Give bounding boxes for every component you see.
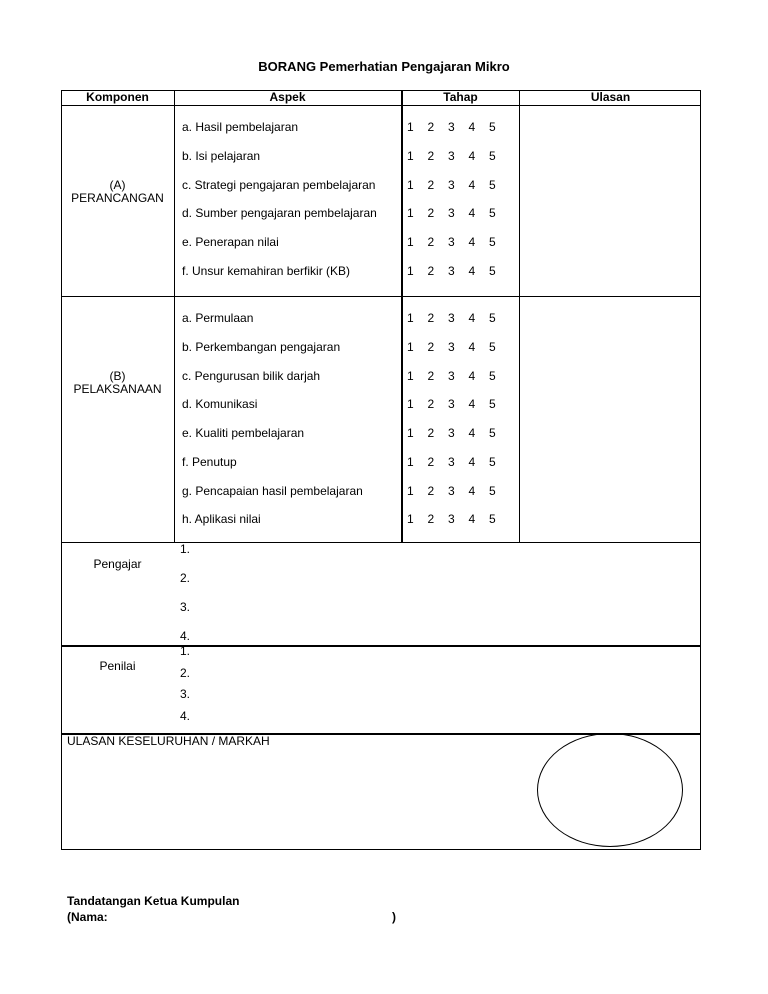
rating-2[interactable]: 2: [427, 311, 435, 325]
rating-3[interactable]: 3: [448, 206, 455, 220]
rating-2[interactable]: 2: [427, 397, 435, 411]
rule-a-b: [61, 296, 701, 297]
rating-1[interactable]: 1: [407, 340, 414, 354]
rating-scale[interactable]: [407, 512, 510, 526]
rating-scale[interactable]: [407, 311, 510, 325]
header-aspek: Aspek: [269, 90, 306, 104]
rating-2[interactable]: 2: [427, 340, 435, 354]
rating-2[interactable]: 2: [427, 484, 435, 498]
header-ulasan: Ulasan: [590, 90, 631, 104]
nama-label: (Nama:: [67, 910, 108, 924]
rating-4[interactable]: 4: [468, 235, 476, 249]
rating-3[interactable]: 3: [448, 455, 455, 469]
rating-5[interactable]: 5: [489, 512, 496, 526]
rating-1[interactable]: 1: [407, 264, 414, 278]
rating-3[interactable]: 3: [448, 235, 455, 249]
rating-1[interactable]: 1: [407, 178, 414, 192]
penilai-line[interactable]: 4.: [180, 709, 191, 723]
rating-4[interactable]: 4: [468, 178, 476, 192]
aspect-a-item: b. Isi pelajaran: [182, 149, 261, 163]
rating-5[interactable]: 5: [489, 340, 496, 354]
rating-scale[interactable]: [407, 455, 510, 469]
rating-3[interactable]: 3: [448, 264, 455, 278]
pengajar-line[interactable]: 3.: [180, 600, 191, 614]
rating-1[interactable]: 1: [407, 206, 414, 220]
form-title: BORANG Pemerhatian Pengajaran Mikro: [258, 59, 510, 74]
rating-2[interactable]: 2: [427, 149, 435, 163]
rating-5[interactable]: 5: [489, 149, 496, 163]
rule-header: [61, 105, 701, 106]
rating-4[interactable]: 4: [468, 206, 476, 220]
aspect-a-item: d. Sumber pengajaran pembelajaran: [182, 206, 377, 220]
aspect-a-item: f. Unsur kemahiran berfikir (KB): [182, 264, 351, 278]
rating-2[interactable]: 2: [427, 178, 435, 192]
pengajar-line[interactable]: 2.: [180, 571, 191, 585]
component-a-letter: (A): [109, 178, 126, 192]
rating-5[interactable]: 5: [489, 311, 496, 325]
aspect-b-item: c. Pengurusan bilik darjah: [182, 369, 321, 383]
rating-5[interactable]: 5: [489, 426, 496, 440]
rating-5[interactable]: 5: [489, 264, 496, 278]
aspect-b-item: g. Pencapaian hasil pembelajaran: [182, 484, 363, 498]
rule-pengajar-penilai: [61, 645, 701, 647]
rating-1[interactable]: 1: [407, 235, 414, 249]
rating-2[interactable]: 2: [427, 512, 435, 526]
rating-1[interactable]: 1: [407, 426, 414, 440]
component-b-label: [61, 370, 174, 396]
component-a-name: PERANCANGAN: [71, 191, 164, 205]
rating-1[interactable]: 1: [407, 311, 414, 325]
rating-1[interactable]: 1: [407, 512, 414, 526]
pengajar-label: Pengajar: [93, 557, 142, 571]
rating-2[interactable]: 2: [427, 206, 435, 220]
rating-2[interactable]: 2: [427, 264, 435, 278]
aspect-b-item: e. Kualiti pembelajaran: [182, 426, 305, 440]
rating-3[interactable]: 3: [448, 149, 455, 163]
rating-4[interactable]: 4: [468, 369, 476, 383]
rating-2[interactable]: 2: [427, 426, 435, 440]
rating-2[interactable]: 2: [427, 455, 435, 469]
rating-3[interactable]: 3: [448, 512, 455, 526]
rating-scale[interactable]: [407, 426, 510, 440]
rating-5[interactable]: 5: [489, 397, 496, 411]
header-komponen: Komponen: [86, 90, 149, 104]
rating-3[interactable]: 3: [448, 178, 455, 192]
rating-1[interactable]: 1: [407, 484, 414, 498]
rating-3[interactable]: 3: [448, 120, 455, 134]
rating-scale[interactable]: [407, 340, 510, 354]
border-bottom: [61, 849, 701, 850]
signature-label: Tandatangan Ketua Kumpulan: [67, 894, 240, 908]
rating-4[interactable]: 4: [468, 426, 476, 440]
aspect-a-item: c. Strategi pengajaran pembelajaran: [182, 178, 376, 192]
aspect-a-item: e. Penerapan nilai: [182, 235, 279, 249]
col-rule-2: [401, 90, 403, 543]
pengajar-line[interactable]: 4.: [180, 629, 191, 643]
rating-5[interactable]: 5: [489, 206, 496, 220]
overall-review-label: ULASAN KESELURUHAN / MARKAH: [67, 734, 270, 748]
col-rule-1: [174, 90, 175, 543]
rating-scale[interactable]: [407, 149, 510, 163]
aspect-b-item: d. Komunikasi: [182, 397, 258, 411]
rating-4[interactable]: 4: [468, 311, 476, 325]
nama-close-paren: ): [392, 910, 396, 924]
pengajar-line[interactable]: 1.: [180, 542, 191, 556]
penilai-line[interactable]: 1.: [180, 644, 191, 658]
rating-scale[interactable]: [407, 397, 510, 411]
border-right: [700, 90, 701, 850]
rating-5[interactable]: 5: [489, 178, 496, 192]
rating-scale[interactable]: [407, 264, 510, 278]
aspect-b-item: a. Permulaan: [182, 311, 254, 325]
rating-4[interactable]: 4: [468, 397, 476, 411]
header-tahap: Tahap: [443, 90, 478, 104]
rating-scale[interactable]: [407, 206, 510, 220]
component-a-label: [61, 179, 174, 205]
penilai-label: Penilai: [99, 659, 136, 673]
rating-4[interactable]: 4: [468, 455, 476, 469]
rating-scale[interactable]: [407, 120, 510, 134]
rating-1[interactable]: 1: [407, 369, 414, 383]
rating-3[interactable]: 3: [448, 369, 455, 383]
rating-2[interactable]: 2: [427, 369, 435, 383]
rule-b-pengajar: [61, 542, 701, 543]
rating-5[interactable]: 5: [489, 235, 496, 249]
rating-3[interactable]: 3: [448, 484, 455, 498]
rating-4[interactable]: 4: [468, 264, 476, 278]
penilai-line[interactable]: 2.: [180, 666, 191, 680]
rating-scale[interactable]: [407, 178, 510, 192]
penilai-line[interactable]: 3.: [180, 687, 191, 701]
rating-3[interactable]: 3: [448, 311, 455, 325]
component-b-name: PELAKSANAAN: [73, 382, 162, 396]
rating-scale[interactable]: [407, 235, 510, 249]
rating-5[interactable]: 5: [489, 120, 496, 134]
rating-scale[interactable]: [407, 484, 510, 498]
aspect-b-item: h. Aplikasi nilai: [182, 512, 261, 526]
rating-1[interactable]: 1: [407, 455, 414, 469]
rating-5[interactable]: 5: [489, 484, 496, 498]
rating-5[interactable]: 5: [489, 455, 496, 469]
component-b-letter: (B): [109, 369, 126, 383]
rating-2[interactable]: 2: [427, 235, 435, 249]
rating-1[interactable]: 1: [407, 397, 414, 411]
aspect-b-item: b. Perkembangan pengajaran: [182, 340, 341, 354]
col-rule-3: [519, 90, 520, 543]
rating-4[interactable]: 4: [468, 484, 476, 498]
aspect-a-item: a. Hasil pembelajaran: [182, 120, 299, 134]
rating-3[interactable]: 3: [448, 397, 455, 411]
aspect-b-item: f. Penutup: [182, 455, 237, 469]
rating-3[interactable]: 3: [448, 340, 455, 354]
rating-3[interactable]: 3: [448, 426, 455, 440]
rating-4[interactable]: 4: [468, 512, 476, 526]
rating-scale[interactable]: [407, 369, 510, 383]
rating-2[interactable]: 2: [427, 120, 435, 134]
rating-4[interactable]: 4: [468, 340, 476, 354]
rating-5[interactable]: 5: [489, 369, 496, 383]
rating-4[interactable]: 4: [468, 120, 476, 134]
rating-4[interactable]: 4: [468, 149, 476, 163]
rating-1[interactable]: 1: [407, 120, 414, 134]
rating-1[interactable]: 1: [407, 149, 414, 163]
marks-oval[interactable]: [537, 733, 683, 847]
